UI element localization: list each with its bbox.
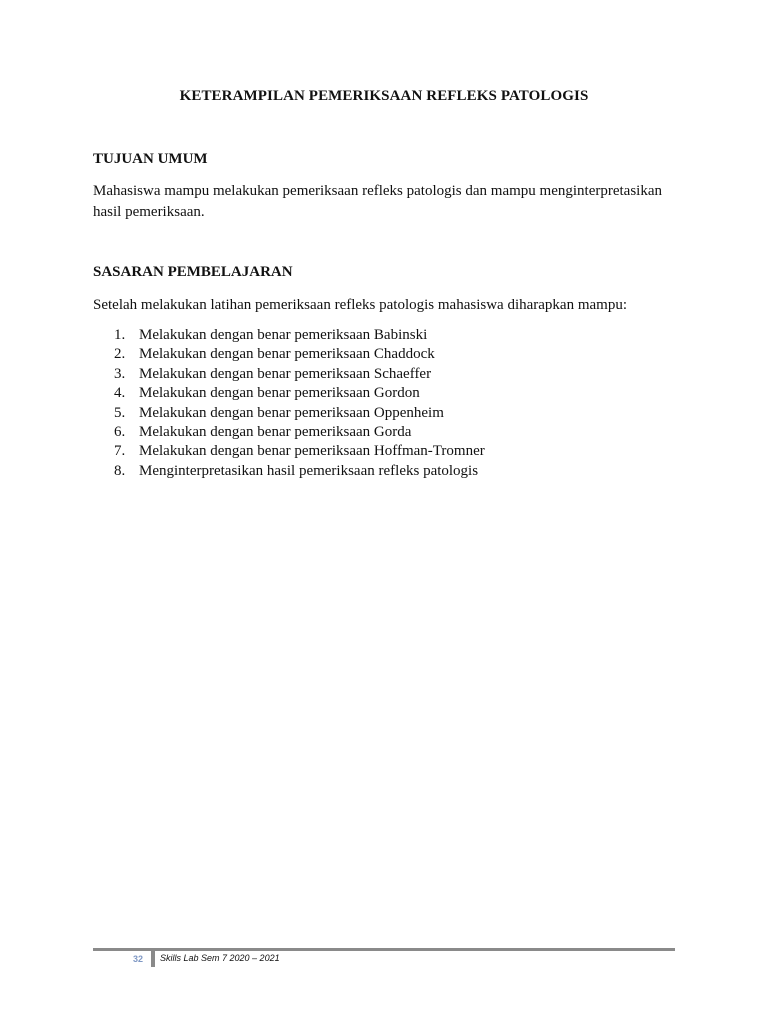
list-item-text: Melakukan dengan benar pemeriksaan Babinski	[139, 327, 428, 343]
general-goal-heading: TUJUAN UMUM	[93, 151, 208, 167]
list-item	[93, 423, 485, 442]
general-goal-text: Mahasiswa mampu melakukan pemeriksaan refleks patologis dan mampu menginterpretasikan hasil pemeriksaan.	[93, 183, 662, 220]
list-item	[93, 345, 485, 364]
list-item-number: 5.	[114, 404, 126, 421]
list-item	[93, 384, 485, 403]
list-item-text: Melakukan dengan benar pemeriksaan Gordon	[139, 385, 420, 402]
list-item-number: 7.	[114, 443, 126, 460]
list-item-number: 8.	[114, 462, 126, 479]
learning-targets-list	[93, 326, 485, 481]
list-item-text: Melakukan dengan benar pemeriksaan Chaddock	[139, 346, 435, 363]
list-item	[93, 404, 485, 423]
footer-divider-line	[93, 948, 675, 951]
document-title: KETERAMPILAN PEMERIKSAAN REFLEKS PATOLOGIS	[179, 88, 589, 104]
footer-vertical-divider	[151, 951, 155, 967]
list-item-text: Menginterpretasikan hasil pemeriksaan refleks patologis	[139, 462, 479, 479]
list-item-number: 6.	[114, 423, 126, 440]
list-item	[93, 462, 485, 481]
learning-targets-heading: SASARAN PEMBELAJARAN	[93, 264, 293, 280]
list-item-number: 3.	[114, 365, 126, 382]
list-item	[93, 442, 485, 461]
list-item-text: Melakukan dengan benar pemeriksaan Schaeffer	[139, 365, 432, 382]
page-number: 32	[133, 954, 144, 964]
list-item-text: Melakukan dengan benar pemeriksaan Gorda	[139, 423, 412, 440]
list-item-text: Melakukan dengan benar pemeriksaan Oppenheim	[139, 404, 444, 421]
list-item	[93, 326, 485, 345]
list-item-number: 2.	[114, 346, 126, 363]
list-item-text: Melakukan dengan benar pemeriksaan Hoffman-Tromner	[139, 443, 485, 460]
list-item	[93, 365, 485, 384]
list-item-number: 4.	[114, 385, 126, 402]
learning-targets-intro: Setelah melakukan latihan pemeriksaan refleks patologis mahasiswa diharapkan mampu:	[93, 297, 627, 313]
footer-text: Skills Lab Sem 7 2020 – 2021	[160, 953, 280, 963]
list-item-number: 1.	[114, 327, 126, 343]
